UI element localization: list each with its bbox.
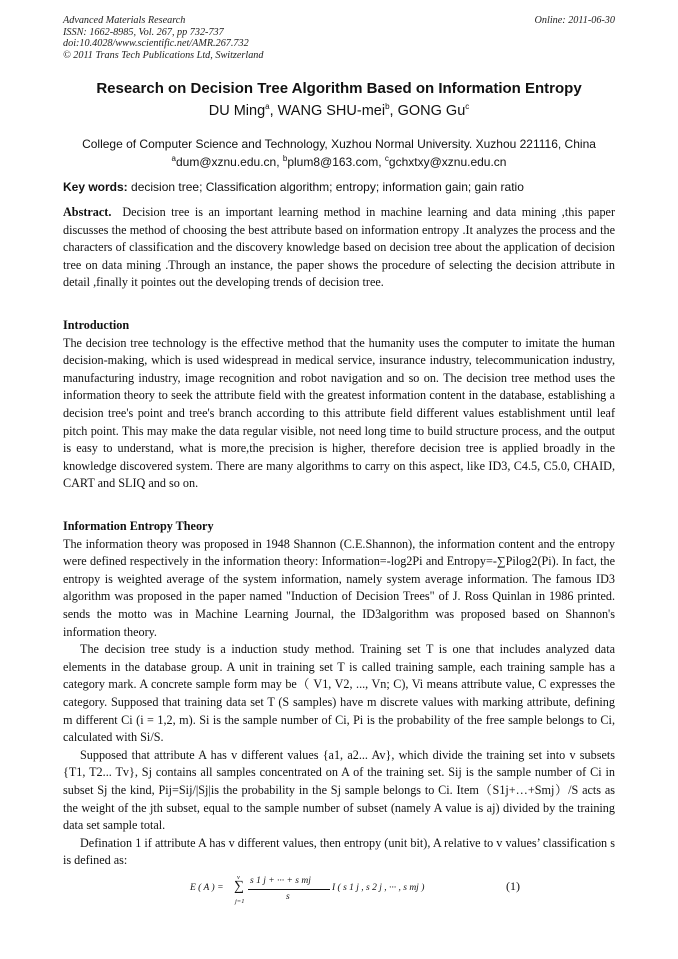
formula-rhs: I ( s 1 j , s 2 j , ··· , s mj ) [332, 883, 425, 893]
formula-denominator: s [286, 892, 290, 902]
journal-header [63, 15, 263, 61]
author-name: GONG Gu [397, 103, 466, 119]
author-sup: c [465, 102, 470, 112]
email-sup: c [384, 154, 389, 163]
paragraph: The decision tree study is a induction study method. Training set T is one that includes analyzed data elements in the database group. A unit in training set T is called training sample, each training sample has a category mark. A concrete sample form may be（ V1, V2, ..., Vn; C), Vi means attribute value, C expresses the category. Supposed that training data set T (S samples) have m discrete values with marking attribute, defining m different Ci (i = 1,2, m). Si is the sample number of Ci, Pi is the probability of the free sample belongs to Ci, calculated with Si/S. [63, 642, 615, 745]
keywords [63, 180, 615, 194]
email-sup: a [171, 154, 176, 163]
copyright-line: © 2011 Trans Tech Publications Ltd, Switzerland [63, 49, 264, 61]
formula-lhs: E ( A ) = [190, 883, 224, 893]
section-information-entropy-theory [63, 518, 615, 870]
paragraph: The information theory was proposed in 1948 Shannon (C.E.Shannon), the information content and the entropy were defined respectively in the information theory: Information=-log2Pi and Entropy=-∑Pilog2(Pi). In fact, the entropy is weighted average of the system information, namely system average information. The famous ID3 algorithm was proposed in the paper named "Induction of Decision Trees" of J. Ross Quinlan in 1986 printed. sends the motto was in Machine Learning Journal, the ID3algorithm was proposed based on Shannon's information theory. [63, 536, 615, 639]
email-sup: b [282, 154, 288, 163]
email-address: dum@xznu.edu.cn [175, 155, 277, 169]
formula-sum-top: v [237, 874, 240, 881]
paragraph: The decision tree technology is the effective method that the humanity uses the computer to imitate the human decision-making, which is used widespread in medical service, insurance industry, telecommunication industry, manufacturing industry, image recognition and robot navigation and so on. The decision tree method uses the information theory to seek the attribute field with the greatest information content in the database, establishing a decision tree's point and tree's branch according to this attribute field different values establishment until leaf pitch point. This may make the data regular visible, not need long time to build structure process, and the output is easy to understand, what is more,the precision is higher, therefore decision tree is applied broadly in the knowledge discovered system. There are many algorithms to carry on this aspect, like ID3, C4.5, C5.0, CHAID, CART and SLIQ and so on. [63, 335, 615, 491]
fraction-bar [248, 889, 330, 890]
author-name: WANG SHU-mei [277, 103, 386, 119]
equation-number: (1) [506, 879, 520, 893]
keywords-text: decision tree; Classification algorithm; entropy; information gain; gain ratio [131, 180, 524, 194]
author-name: DU Ming [208, 103, 266, 119]
issn-line: ISSN: 1662-8985, Vol. 267, pp 732-737 [63, 26, 224, 38]
journal-name: Advanced Materials Research [63, 15, 186, 26]
section-heading: Information Entropy Theory [63, 519, 214, 533]
formula-sum-symbol: ∑ [234, 879, 244, 894]
abstract [63, 204, 615, 292]
email-line: $^a$dum@xznu.edu.cn, $^b$plum8@163.com, $^c$gchxtxy@xznu.edu.cn [171, 154, 507, 169]
paragraph: Supposed that attribute A has v different values {a1, a2... Av}, which divide the training set into v subsets {T1, T2... Tv}, Sj contains all samples concentrated on A of the training set. Sij is the sample number of Ci in subset Sj the kind, Pij=Sij/|Sj|is the probability in the Sj sample belongs to Ci. Item（S1j+…+Smj）/S acts as the weight of the jth subset, equal to the sample number of subset (namely A value is aj) divided by the training data set sample total. [63, 747, 615, 833]
email-address: plum8@163.com [287, 155, 379, 169]
author-line: DU Ming$^a$, WANG SHU-mei$^b$, GONG Gu$^c$ [208, 102, 470, 119]
section-heading: Introduction [63, 318, 130, 332]
formula-sum-bottom: j=1 [235, 898, 245, 905]
paper-title: Research on Decision Tree Algorithm Based on Information Entropy [96, 80, 582, 97]
formula-numerator: s 1 j + ··· + s mj [250, 876, 311, 886]
email-address: gchxtxy@xznu.edu.cn [388, 155, 507, 169]
author-sup: b [385, 102, 390, 112]
affiliation: College of Computer Science and Technology, Xuzhou Normal University. Xuzhou 221116, China [82, 137, 596, 151]
abstract-text: Decision tree is an important learning method in machine learning and data mining ,this paper discusses the method of choosing the best attribute based on information entropy .It analyzes the process and the characters of classification and the discovery knowledge based on decision tree about the application of decision tree on data mining .Through an instance, the paper shows the procedure of selecting the decision attribute in detail ,finally it pointes out the developing trends of decision tree. [63, 205, 616, 290]
abstract-label: Abstract. [63, 205, 112, 219]
author-sup: a [265, 102, 270, 112]
doi-line: doi:10.4028/www.scientific.net/AMR.267.732 [63, 38, 249, 50]
online-date: Online: 2011-06-30 [534, 15, 615, 26]
section-introduction [63, 317, 615, 493]
paragraph: Defination 1 if attribute A has v different values, then entropy (unit bit), A relative to v values’ classification s is defined as: [63, 835, 615, 868]
equation-1 [190, 874, 520, 914]
keywords-label: Key words: [63, 180, 128, 194]
